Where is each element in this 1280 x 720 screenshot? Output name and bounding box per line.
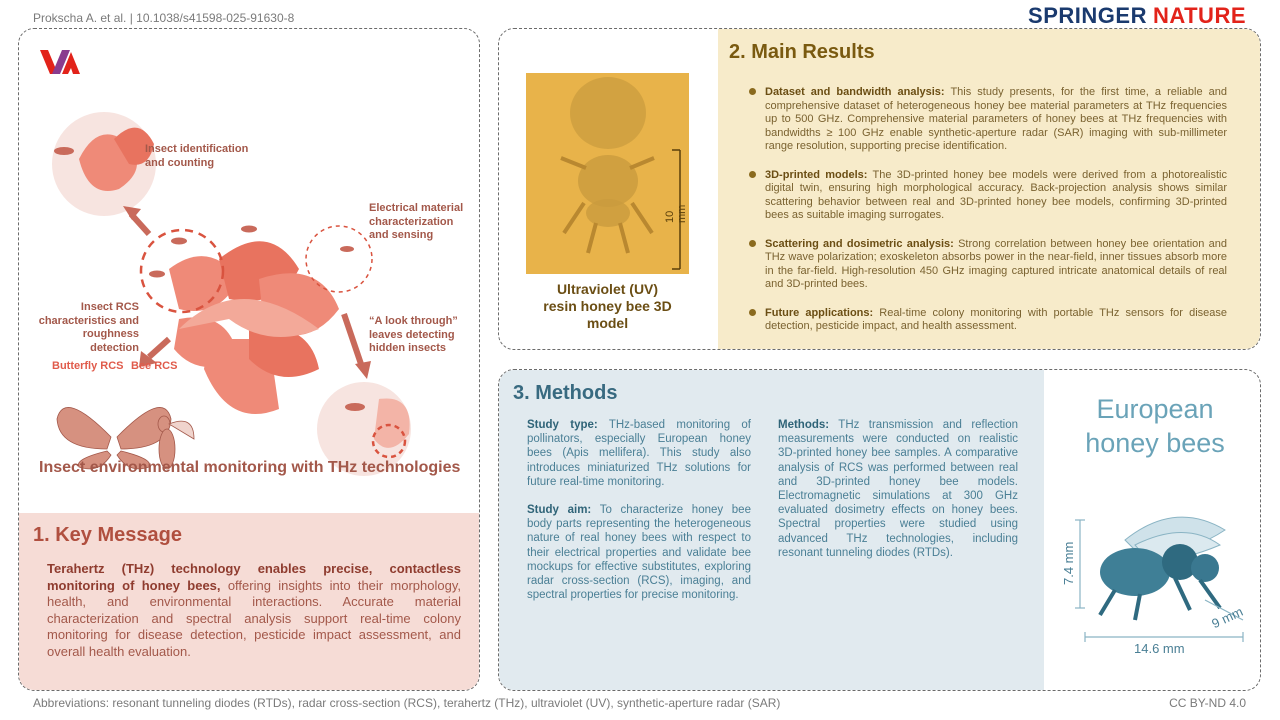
photo-caption: Ultraviolet (UV) resin honey bee 3D model (543, 281, 672, 331)
visual-abstract-logo (38, 48, 84, 76)
study-aim: Study aim: To characterize honey bee body parts representing the heterogeneous nature of real honey bees with respect to their electrical properties and validate bee mockups for effective substitutes, exploring radar cross-section (RCS), imaging, and spectral properties for precise monitoring. (527, 504, 751, 602)
list-item: Dataset and bandwidth analysis: This study presents, for the first time, a reliable and comprehensive dataset of heterogeneous honey bee material parameters at THz frequencies up to 500 GHz. Comprehensive material parameters of honey bees at THz frequencies with bandwidths ≥ 100 GHz enable synthetic-aperture radar (SAR) imaging with sub-millimeter range resolution, supporting precise identification. (747, 86, 1227, 154)
dim-length-label: 14.6 mm (1134, 641, 1185, 656)
key-message-section (19, 513, 480, 691)
study-type: Study type: THz-based monitoring of pollinators, especially European honey bees (Apis mellifera). This study also introduces miniaturized THz solutions for future real-time monitoring. (527, 419, 751, 488)
honey-bee-illustration (1055, 500, 1255, 660)
dim-depth-label: 9 mm (1209, 603, 1246, 632)
panel-methods (498, 369, 1261, 691)
illustration-title: Insect environmental monitoring with THz technologies (39, 459, 461, 476)
list-item: 3D-printed models: The 3D-printed honey bee models were derived from a photorealistic digital twin, ensuring high morphological accuracy. Back-projection analysis shows similar scattering behavior between real and 3D-printed honey bee models, confirming 3D-printed bees as suitable imaging surrogates. (747, 169, 1227, 223)
uv-resin-bee-photo (526, 73, 689, 274)
label-bee-rcs: Bee RCS (131, 360, 178, 372)
bullet-icon (749, 171, 756, 178)
main-results-heading: 2. Main Results (729, 41, 875, 63)
scale-label: 10 mm (664, 204, 688, 223)
citation: Prokscha A. et al. | 10.1038/s41598-025-91630-8 (33, 11, 295, 25)
bullet-icon (749, 88, 756, 95)
methods-column-right (778, 418, 1018, 574)
brand-part2: NATURE (1152, 3, 1246, 28)
label-butterfly-rcs: Butterfly RCS (52, 360, 124, 372)
bee-model-image (526, 73, 689, 274)
key-message-text: Terahertz (THz) technology enables precise, contactless monitoring of honey bees, offering insights into their morphology, health, and environmental interactions. Accurate material characterization and spectral analysis support real-time colony monitoring for disease detection, pesticide impact assessment, and overall health evaluation. (47, 561, 461, 659)
methods-text: Methods: THz transmission and reflection measurements were conducted on realistic 3D-printed honey bee samples. A comparative analysis of RCS was performed between real and 3D-printed honey bee models. Electromagnetic simulations at 300 GHz evaluated dosimetry effects on honey bees. Spectral properties were studied using advanced THz technologies, including resonant tunneling diodes (RTDs). (778, 419, 1018, 559)
list-item: Scattering and dosimetric analysis: Strong correlation between honey bee orientation and THz wave polarization; exoskeleton absorbs power in the near-field, inner tissues absorb more in the far-field. High-resolution 450 GHz imaging captured intricate anatomical details of real and 3D-printed bees. (747, 238, 1227, 292)
list-item: Future applications: Real-time colony monitoring with portable THz sensors for disease detection, pesticide impact, and health assessment. (747, 307, 1227, 334)
abbreviations: Abbreviations: resonant tunneling diodes (RTDs), radar cross-section (RCS), terahertz (THz), ultraviolet (UV), synthetic-aperture radar (SAR) (33, 696, 781, 710)
bullet-icon (749, 309, 756, 316)
springer-nature-logo (1028, 3, 1246, 29)
label-look-through: “A look through” leaves detecting hidden insects (369, 315, 458, 354)
panel-main-results (498, 28, 1261, 350)
panel-key-message (18, 28, 480, 691)
dim-height-label: 7.4 mm (1061, 541, 1076, 585)
license: CC BY-ND 4.0 (1169, 696, 1246, 710)
label-electrical: Electrical material characterization and sensing (369, 202, 464, 241)
bullet-icon (749, 240, 756, 247)
results-list (747, 86, 1227, 349)
label-identification: Insect identification and counting (145, 143, 249, 169)
european-honey-bees-title: European honey bees (1085, 394, 1225, 458)
key-message-heading: 1. Key Message (33, 524, 182, 546)
label-rcs: Insect RCS characteristics and roughness detection (38, 301, 139, 354)
methods-column-left (527, 418, 751, 616)
brand-part1: SPRINGER (1028, 3, 1147, 28)
methods-heading: 3. Methods (513, 382, 618, 404)
insect-monitoring-illustration (19, 89, 480, 479)
